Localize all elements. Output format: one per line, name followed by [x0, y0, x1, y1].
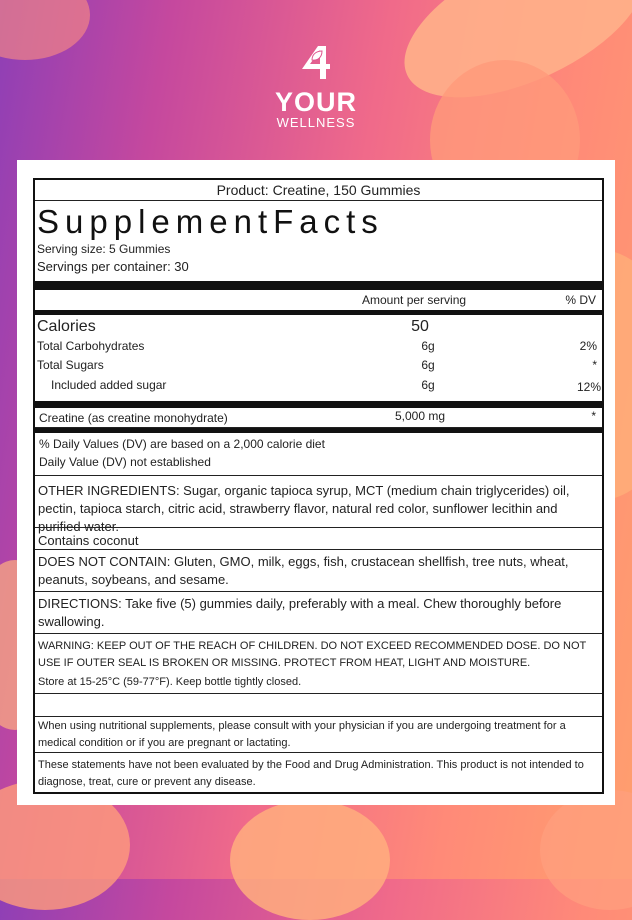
- nutrient-row: [37, 378, 602, 392]
- divider-bar: [35, 428, 602, 433]
- nutrient-amount: 6g: [421, 378, 435, 392]
- nutrient-name: Total Sugars: [37, 358, 104, 372]
- warning-text: WARNING: KEEP OUT OF THE REACH OF CHILDREN. DO NOT EXCEED RECOMMENDED DOSE. DO NOT USE IF OUTER SEAL IS BROKEN OR MISSING. PROTECT FROM HEAT, LIGHT AND MOISTURE.: [38, 640, 587, 669]
- brand-subtitle: WELLNESS: [276, 115, 356, 130]
- nutrient-dv: 12%: [577, 380, 602, 394]
- does-not-contain: DOES NOT CONTAIN: Gluten, GMO, milk, eggs, fish, crustacean shellfish, tree nuts, wheat, peanuts, soybeans, and sesame.: [35, 550, 602, 592]
- amount-header-row: [35, 290, 602, 310]
- brand-logo: [266, 43, 366, 138]
- nutrient-amount: 6g: [421, 339, 435, 353]
- consult-notice: When using nutritional supplements, please consult with your physician if you are undergoing treatment for a medical condition or if you are pregnant or lactating.: [35, 717, 602, 753]
- directions: DIRECTIONS: Take five (5) gummies daily, preferably with a meal. Chew thoroughly before swallowing.: [35, 592, 602, 634]
- brand-name: YOUR: [274, 87, 357, 117]
- label-panel: [17, 160, 615, 805]
- dv-note-1: % Daily Values (DV) are based on a 2,000 calorie diet: [39, 437, 325, 451]
- nutrient-table: [35, 315, 602, 401]
- nutrient-dv: 2%: [579, 339, 597, 353]
- blank-row: [35, 694, 602, 717]
- facts-header: [35, 203, 602, 281]
- facts-title: SupplementFacts: [37, 203, 384, 240]
- serving-size: Serving size: 5 Gummies: [37, 242, 171, 256]
- nutrient-amount: 6g: [421, 358, 435, 372]
- nutrient-row: [37, 358, 602, 372]
- decorative-blob: [540, 790, 632, 910]
- divider-thick: [35, 281, 602, 290]
- other-ingredients: OTHER INGREDIENTS: Sugar, organic tapioca syrup, MCT (medium chain triglycerides) oil, pectin, tapioca starch, citric acid, strawberry flavor, natural red color, sunflower lecithin and purified water.: [35, 476, 602, 528]
- nutrient-name: Included added sugar: [51, 378, 167, 392]
- supplement-facts-box: [33, 178, 604, 794]
- nutrient-name: Calories: [37, 318, 96, 335]
- creatine-name: Creatine (as creatine monohydrate): [39, 411, 228, 425]
- warning-section: [35, 634, 602, 694]
- creatine-row: [35, 408, 602, 428]
- fda-disclaimer: These statements have not been evaluated by the Food and Drug Administration. This product is not intended to diagnose, treat, cure or prevent any disease.: [38, 759, 584, 788]
- dv-note-2: Daily Value (DV) not established: [39, 455, 211, 469]
- storage-text: Store at 15-25°C (59-77°F). Keep bottle tightly closed.: [38, 676, 302, 688]
- amount-header: Amount per serving: [362, 293, 467, 307]
- nutrient-dv: *: [592, 358, 597, 372]
- decorative-blob: [0, 0, 90, 60]
- divider-bar: [35, 401, 602, 408]
- creatine-dv: *: [591, 409, 596, 423]
- servings-per-container: Servings per container: 30: [37, 259, 189, 274]
- contains-allergens: Contains coconut: [35, 528, 602, 550]
- product-line: Product: Creatine, 150 Gummies: [35, 180, 602, 201]
- creatine-amount: 5,000 mg: [395, 409, 446, 423]
- leaf-four-icon: [296, 43, 336, 83]
- dv-notes: [35, 435, 602, 476]
- nutrient-row: [37, 318, 602, 336]
- nutrient-row: [37, 339, 602, 353]
- nutrient-name: Total Carbohydrates: [37, 339, 145, 353]
- nutrient-amount: 50: [411, 318, 429, 335]
- dv-header: % DV: [565, 293, 596, 307]
- decorative-blob: [230, 800, 390, 920]
